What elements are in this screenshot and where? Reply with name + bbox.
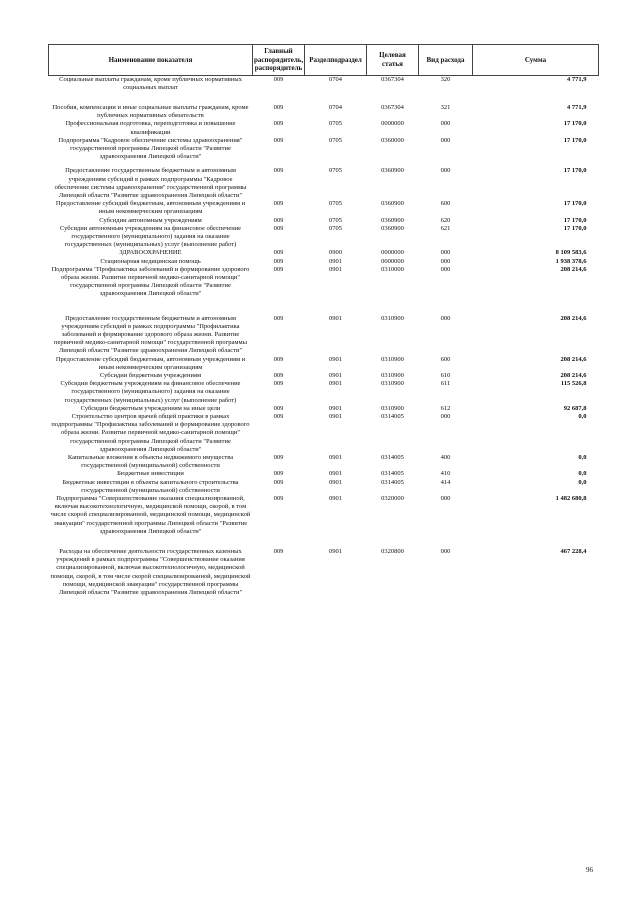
table-row [49, 536, 599, 597]
cell-sum: 17 170,0 [563, 136, 587, 144]
table-row [49, 299, 599, 356]
cell-csr: 0000000 [381, 120, 404, 128]
cell-name: Предоставление субсидий бюджетным, автономным учреждениям и иным некоммерческим организациям [55, 200, 246, 216]
cell-csr: 0320000 [381, 495, 404, 503]
cell-sum: 17 170,0 [563, 120, 587, 128]
cell-vr: 611 [440, 380, 451, 388]
table-row [49, 161, 599, 200]
cell-rzpr: 0705 [329, 136, 342, 144]
cell-csr: 0000000 [381, 249, 404, 257]
cell-vr: 610 [440, 372, 451, 379]
table-row [49, 92, 599, 120]
budget-table [48, 44, 599, 597]
cell-grbs: 009 [273, 355, 284, 363]
cell-csr: 0360000 [381, 136, 404, 144]
cell-grbs: 009 [273, 136, 284, 144]
cell-name: Социальные выплаты гражданам, кроме публичных нормативных социальных выплат [59, 75, 242, 91]
cell-vr: 000 [440, 413, 451, 421]
table-row [49, 479, 599, 495]
cell-vr: 620 [440, 216, 451, 224]
cell-name: Строительство центров врачей общей практики в рамках подпрограммы "Профилактика заболеваний и формирование здорового образа жизни. Развитие первичной медико-санитарной помощи" государственной программы Липецкой области "Развитие здравоохранения Липецкой области" [51, 413, 250, 453]
cell-grbs: 009 [273, 75, 284, 83]
cell-vr: 000 [440, 249, 451, 257]
cell-grbs: 009 [273, 200, 284, 208]
cell-sum: 208 214,6 [560, 314, 587, 322]
cell-grbs: 009 [273, 224, 284, 232]
table-row [49, 405, 599, 413]
cell-rzpr: 0705 [329, 224, 342, 232]
cell-rzpr: 0900 [329, 249, 342, 257]
table-row [49, 200, 599, 216]
cell-grbs: 009 [273, 120, 284, 128]
cell-grbs: 009 [273, 372, 284, 379]
cell-rzpr: 0705 [329, 216, 342, 224]
cell-rzpr: 0901 [329, 548, 342, 556]
cell-sum: 17 170,0 [563, 167, 587, 175]
cell-vr: 000 [440, 495, 451, 503]
cell-csr: 0314005 [381, 454, 404, 462]
cell-name: Предоставление государственным бюджетным и автономным учреждениям субсидий в рамках подпрограммы "Профилактика заболеваний и формирование здорового образа жизни. Развитие первичной медико-санитарной помощи" государственной программы Липецкой области "Развитие здравоохранения Липецкой области" [54, 314, 247, 355]
table-row [49, 454, 599, 470]
cell-sum: 0,0 [578, 470, 587, 478]
table-row [49, 356, 599, 372]
cell-sum: 467 228,4 [560, 548, 587, 556]
header-vr: Вид расхода [419, 45, 473, 76]
header-csr: Целевая статья [367, 45, 419, 76]
cell-sum: 4 771,9 [567, 75, 587, 83]
cell-grbs: 009 [273, 249, 284, 257]
cell-grbs: 009 [273, 454, 284, 462]
cell-rzpr: 0901 [329, 470, 342, 478]
cell-rzpr: 0704 [329, 75, 342, 83]
cell-grbs: 009 [273, 548, 284, 556]
cell-sum: 208 214,6 [560, 265, 587, 273]
cell-sum: 17 170,0 [563, 200, 587, 208]
cell-vr: 414 [440, 478, 451, 486]
cell-csr: 0367304 [381, 103, 404, 111]
cell-csr: 0000000 [381, 257, 404, 265]
table-row [49, 470, 599, 478]
cell-name: Подпрограмма "Совершенствование оказания специализированной, включая высокотехнологичную, медицинской помощи, скорой, в том числе скорой специализированной, медицинской помощи, медицинской эвакуации" государственной программы Липецкой области "Развитие здравоохранения Липецкой области" [50, 495, 251, 535]
cell-name: Бюджетные инвестиции [117, 470, 184, 478]
cell-name: Субсидии бюджетным учреждениям [99, 372, 202, 379]
cell-csr: 0310000 [381, 265, 404, 273]
cell-rzpr: 0901 [329, 355, 342, 363]
cell-sum: 92 687,8 [563, 404, 587, 412]
table-row [49, 495, 599, 536]
cell-vr: 000 [440, 167, 451, 175]
table-row [49, 249, 599, 257]
cell-grbs: 009 [273, 404, 284, 412]
cell-name: Капитальные вложения в объекты недвижимого имущества государственной (муниципальной) собственности [67, 454, 234, 470]
cell-vr: 400 [440, 454, 451, 462]
cell-csr: 0310900 [381, 355, 404, 363]
cell-name: Бюджетные инвестиции в объекты капитального строительства государственной (муниципальной) собственности [62, 478, 239, 494]
cell-grbs: 009 [273, 470, 284, 478]
table-header-row [49, 45, 599, 76]
cell-rzpr: 0901 [329, 404, 342, 412]
cell-name: Стационарная медицинская помощь [100, 257, 201, 265]
cell-name: Предоставление субсидий бюджетным, автономным учреждениям и иным некоммерческим организациям [55, 355, 246, 371]
page-number: 96 [586, 866, 593, 874]
cell-grbs: 009 [273, 314, 284, 322]
cell-vr: 321 [440, 103, 451, 111]
cell-csr: 0314005 [381, 478, 404, 486]
cell-sum: 0,0 [578, 413, 587, 421]
cell-rzpr: 0901 [329, 380, 342, 388]
table-body [49, 75, 599, 597]
cell-csr: 0367304 [381, 75, 404, 83]
cell-rzpr: 0901 [329, 372, 342, 379]
cell-rzpr: 0705 [329, 120, 342, 128]
cell-grbs: 009 [273, 413, 284, 421]
cell-sum: 17 170,0 [563, 216, 587, 224]
cell-rzpr: 0705 [329, 200, 342, 208]
cell-name: Подпрограмма "Профилактика заболеваний и формирование здорового образа жизни. Развитие первичной медико-санитарной помощи" государственной программы Липецкой области "Развитие здравоохранения Липецкой области" [51, 265, 250, 298]
cell-rzpr: 0901 [329, 454, 342, 462]
cell-name: Пособия, компенсации и иные социальные выплаты гражданам, кроме публичных нормативных обязательств [52, 103, 249, 120]
cell-name: Подпрограмма "Кадровое обеспечение системы здравоохранения" государственной программы Липецкой области "Развитие здравоохранения Липецкой области" [58, 136, 243, 161]
cell-grbs: 009 [273, 265, 284, 273]
header-grbs: Главный распорядитель, распорядитель [253, 45, 305, 76]
cell-vr: 621 [440, 224, 451, 232]
table-row [49, 413, 599, 454]
cell-vr: 600 [440, 200, 451, 208]
cell-rzpr: 0704 [329, 103, 342, 111]
cell-sum: 0,0 [578, 478, 587, 486]
cell-grbs: 009 [273, 257, 284, 265]
header-rzpr: Разделподраздел [305, 45, 367, 76]
cell-vr: 320 [440, 75, 451, 83]
header-name: Наименование показателя [49, 45, 253, 76]
table-row [49, 120, 599, 136]
cell-rzpr: 0901 [329, 314, 342, 322]
cell-rzpr: 0901 [329, 257, 342, 265]
table-row [49, 137, 599, 162]
cell-vr: 000 [440, 314, 451, 322]
cell-grbs: 009 [273, 495, 284, 503]
cell-csr: 0320800 [381, 548, 404, 556]
cell-grbs: 009 [273, 167, 284, 175]
cell-sum: 8 109 583,6 [555, 249, 587, 257]
cell-vr: 410 [440, 470, 451, 478]
cell-sum: 17 170,0 [563, 224, 587, 232]
table-row [49, 75, 599, 92]
table-row [49, 372, 599, 380]
header-sum: Сумма [473, 45, 599, 76]
cell-csr: 0310900 [381, 404, 404, 412]
cell-grbs: 009 [273, 478, 284, 486]
cell-vr: 612 [440, 404, 451, 412]
cell-name: Субсидии автономным учреждениям [99, 216, 202, 224]
cell-csr: 0310900 [381, 314, 404, 322]
cell-csr: 0310900 [381, 372, 404, 379]
table-row [49, 225, 599, 250]
cell-csr: 0360900 [381, 200, 404, 208]
cell-sum: 1 482 680,8 [555, 495, 587, 503]
cell-vr: 000 [440, 257, 451, 265]
cell-sum: 208 214,6 [560, 355, 587, 363]
cell-rzpr: 0901 [329, 265, 342, 273]
cell-sum: 115 526,8 [560, 380, 587, 388]
cell-vr: 000 [440, 120, 451, 128]
cell-sum: 0,0 [578, 454, 587, 462]
table-row [49, 266, 599, 299]
cell-name: Субсидии бюджетным учреждениям на иные цели [80, 404, 221, 412]
cell-vr: 000 [440, 136, 451, 144]
cell-csr: 0360900 [381, 167, 404, 175]
cell-name: Субсидии бюджетным учреждениям на финансовое обеспечение государственного (муниципального) задания на оказание государственных (муниципальных) услуг (выполнение работ) [60, 380, 241, 404]
cell-csr: 0310900 [381, 380, 404, 388]
cell-rzpr: 0705 [329, 167, 342, 175]
document-page [48, 44, 598, 597]
cell-name: Предоставление государственным бюджетным и автономным учреждениям субсидий в рамках подпрограммы "Кадровое обеспечение системы здравоохранения" государственной программы Липецкой области "Развитие здравоохранения Липецкой области" [54, 167, 247, 199]
cell-vr: 000 [440, 265, 451, 273]
cell-grbs: 009 [273, 216, 284, 224]
cell-rzpr: 0901 [329, 413, 342, 421]
table-row [49, 217, 599, 225]
cell-sum: 4 771,9 [567, 103, 587, 111]
cell-name: Профессиональная подготовка, переподготовка и повышение квалификации [65, 120, 236, 136]
cell-name: ЗДРАВООХРАНЕНИЕ [119, 249, 182, 257]
cell-rzpr: 0901 [329, 495, 342, 503]
cell-vr: 600 [440, 355, 451, 363]
cell-csr: 0360900 [381, 224, 404, 232]
cell-rzpr: 0901 [329, 478, 342, 486]
cell-csr: 0314005 [381, 413, 404, 421]
table-row [49, 258, 599, 266]
cell-name: Субсидии автономным учреждениям на финансовое обеспечение государственного (муниципального) задания на оказание государственных (муниципальных) услуг (выполнение работ) [59, 224, 242, 249]
cell-sum: 1 938 378,6 [555, 257, 587, 265]
cell-csr: 0314005 [381, 470, 404, 478]
cell-grbs: 009 [273, 380, 284, 388]
cell-sum: 208 214,6 [560, 372, 587, 379]
table-row [49, 380, 599, 405]
cell-csr: 0360900 [381, 216, 404, 224]
cell-grbs: 009 [273, 103, 284, 111]
cell-vr: 000 [440, 548, 451, 556]
cell-name: Расходы на обеспечение деятельности государственных казенных учреждений в рамках подпрограммы "Совершенствование оказания специализированной, включая высокотехнологичную, медицинской помощи, скорой, в том числе скорой специализированной, медицинской помощи, медицинской эвакуации" государственной программы Липецкой области "Развитие здравоохранения Липецкой области" [50, 548, 251, 597]
